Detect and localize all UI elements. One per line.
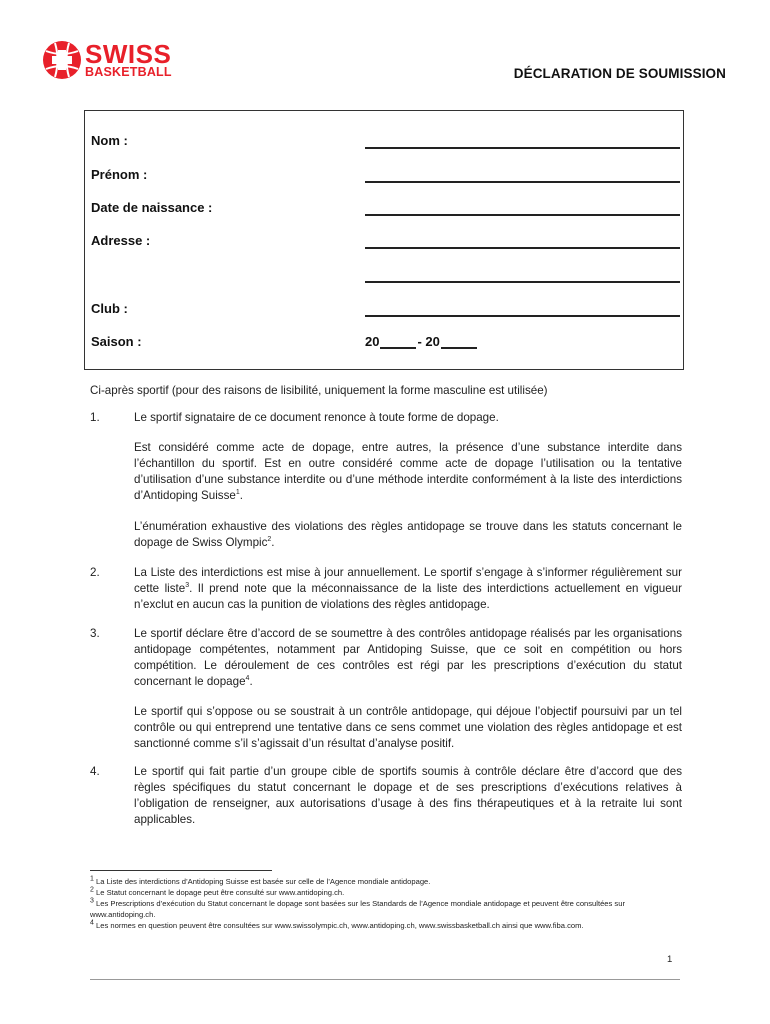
- clause-3: [90, 626, 682, 762]
- address-input-line[interactable]: [365, 237, 680, 249]
- footnote-ref: 2: [267, 536, 272, 544]
- field-nom: [91, 133, 681, 153]
- field-club: [91, 301, 681, 321]
- field-label: Nom :: [91, 133, 128, 148]
- field-label: Club :: [91, 301, 128, 316]
- footer-divider: [90, 979, 680, 980]
- footnote: [90, 920, 690, 931]
- logo-word-basketball: BASKETBALL: [85, 65, 172, 80]
- footnote-text: Les Prescriptions d’exécution du Statut concernant le dopage sont basées sur les Standards de l’Agence mondiale antidopage et peuvent être consultées sur www.antidoping.ch.: [90, 899, 625, 919]
- field-adresse: [91, 233, 681, 253]
- footnote-number: 2: [90, 886, 94, 894]
- season-input[interactable]: [365, 334, 478, 349]
- field-label: Saison :: [91, 334, 142, 349]
- field-label: Prénom :: [91, 167, 148, 182]
- clause-paragraph: Le sportif qui fait partie d’un groupe cible de sportifs soumis à contrôle déclare être d’accord que des règles spécifiques du statut concernant le dopage et de ses prescriptions d’exécutions relatives à l’obligation de renseigner, aux autorisations d’usage à des fins thérapeutiques et à la retraite lui sont applicables.: [134, 765, 682, 826]
- clause-1: [90, 410, 682, 561]
- clause-text: Est considéré comme acte de dopage, entre autres, la présence d’une substance interdite dans l’échantillon du sportif. Est en outre considéré comme acte de dopage l’utilisation ou la tentative d’utilisation d’une substance interdite ou d’une méthode interdite conformément à la liste des interdictions d’Antidoping Suisse: [134, 441, 682, 502]
- clause-number: 3.: [90, 627, 100, 640]
- clause-number: 2.: [90, 566, 100, 579]
- clause-text-end: .: [239, 489, 243, 502]
- clause-text: L’énumération exhaustive des violations des règles antidopage se trouve dans les statuts concernant le dopage de Swiss Olympic: [134, 520, 682, 549]
- document-title: DÉCLARATION DE SOUMISSION: [513, 66, 726, 81]
- footnote: [90, 887, 690, 898]
- field-label: Date de naissance :: [91, 200, 213, 215]
- footnote-ref: 3: [185, 582, 190, 590]
- clause-2: [90, 565, 682, 623]
- footnote-number: 4: [90, 919, 94, 927]
- address-line-2-input-line[interactable]: [365, 271, 680, 283]
- clause-paragraph: [134, 440, 682, 504]
- footnote-number: 3: [90, 897, 94, 905]
- clause-text: La Liste des interdictions est mise à jour annuellement. Le sportif s’engage à s’informer régulièrement sur cette liste: [134, 566, 682, 595]
- page-number: 1: [667, 954, 673, 965]
- footnote-divider: [90, 870, 272, 871]
- first-name-input-line[interactable]: [365, 171, 680, 183]
- field-adresse-2: [91, 267, 681, 287]
- footnote-text: Le Statut concernant le dopage peut être consulté sur www.antidoping.ch.: [96, 888, 345, 897]
- clause-text-end: .: [271, 536, 275, 549]
- swiss-basketball-logo: [42, 40, 172, 80]
- footnote-text: Les normes en question peuvent être consultées sur www.swissolympic.ch, www.antidoping.ch, www.swissbasketball.ch ainsi que www.fiba.com.: [96, 921, 584, 930]
- club-input-line[interactable]: [365, 305, 680, 317]
- clause-text-end: .: [249, 675, 253, 688]
- clause-paragraph: [134, 519, 682, 551]
- field-label: Adresse :: [91, 233, 151, 248]
- footnote-number: 1: [90, 875, 94, 883]
- footnotes: [90, 876, 690, 931]
- season-separator: - 20: [417, 334, 440, 349]
- field-saison: [91, 334, 681, 354]
- clause-number: 1.: [90, 411, 100, 424]
- basketball-cross-icon: [42, 40, 82, 80]
- footnote: [90, 876, 690, 887]
- footnote: [90, 898, 690, 920]
- clause-paragraph: Le sportif qui s’oppose ou se soustrait à un contrôle antidopage, qui déjoue l’objectif poursuivi par un tel contrôle ou qui entreprend une tentative dans ce sens commet une violation des règles antidopage et est sanctionné comme s’il s’agissait d’un résultat d’analyse positif.: [134, 705, 682, 750]
- field-prenom: [91, 167, 681, 187]
- season-year1-blank[interactable]: [380, 337, 416, 349]
- name-input-line[interactable]: [365, 137, 680, 149]
- clause-paragraph: Le sportif signataire de ce document renonce à toute forme de dopage.: [134, 411, 499, 424]
- clause-text: . Il prend note que la méconnaissance de la liste des interdictions actuellement en vigueur n’exclut en aucun cas la punition de violations des règles antidopage.: [134, 582, 682, 611]
- birthdate-input-line[interactable]: [365, 204, 680, 216]
- clause-4: [90, 764, 682, 838]
- clause-text: Le sportif déclare être d’accord de se soumettre à des contrôles antidopage réalisés par les organisations antidopage compétentes, notamment par Antidoping Suisse, que ce soit en compétition ou hors compétition. Le déroulement de ces contrôles est régi par les prescriptions d’exécution du statut concernant le dopage: [134, 627, 682, 688]
- intro-text: Ci-après sportif (pour des raisons de lisibilité, uniquement la forme masculine est utilisée): [90, 384, 548, 397]
- field-date-naissance: [91, 200, 681, 220]
- personal-info-form: [84, 110, 684, 370]
- season-year2-blank[interactable]: [441, 337, 477, 349]
- logo-word-swiss: SWISS: [85, 39, 172, 70]
- footnote-ref: 4: [245, 675, 250, 683]
- clause-paragraph: [134, 565, 682, 613]
- clause-paragraph: [134, 626, 682, 690]
- footnote-text: La Liste des interdictions d’Antidoping Suisse est basée sur celle de l’Agence mondiale antidopage.: [96, 877, 431, 886]
- season-prefix: 20: [365, 334, 380, 349]
- clause-number: 4.: [90, 765, 100, 778]
- footnote-ref: 1: [235, 489, 240, 497]
